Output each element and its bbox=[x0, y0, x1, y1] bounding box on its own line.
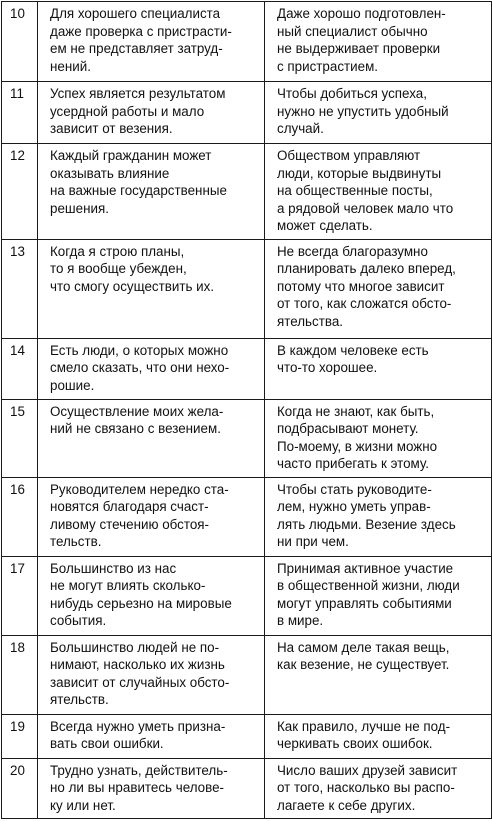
statement-a-cell bbox=[38, 635, 265, 714]
questionnaire-table bbox=[1, 1, 492, 819]
statement-text-line: лем, нужно уметь управ- bbox=[277, 499, 431, 514]
table-row bbox=[2, 399, 492, 477]
statement-text-line: смело сказать, что они нехо- bbox=[50, 360, 230, 375]
statement-text-line: Как правило, лучше не под- bbox=[277, 718, 451, 734]
statement-text-line: от того, насколько вы распо- bbox=[277, 780, 455, 795]
statement-b-cell bbox=[265, 477, 492, 556]
statement-a-cell bbox=[38, 399, 265, 477]
statement-text-line: решения. bbox=[50, 200, 109, 216]
statement-text-line: оказывать влияние bbox=[50, 165, 170, 181]
statement-a-cell bbox=[38, 239, 265, 338]
statement-text-line: вать свои ошибки. bbox=[50, 736, 164, 751]
table-row bbox=[2, 82, 492, 144]
statement-text-line: Большинство людей не по- bbox=[50, 639, 220, 655]
statement-text-line: не могут влиять сколько- bbox=[50, 578, 206, 593]
statement-text-line: ный специалист обычно bbox=[277, 23, 428, 39]
statement-text-line: ятельств. bbox=[50, 692, 109, 707]
row-number: 13 bbox=[2, 239, 38, 338]
statement-text-line: как везение, не существует. bbox=[277, 657, 450, 672]
statement-text-line: ем не представляет затруд- bbox=[50, 41, 223, 56]
statement-text-line: Обществом управляют bbox=[277, 148, 421, 163]
table-row bbox=[2, 758, 492, 819]
statement-text-line: черкивать своих ошибок. bbox=[277, 736, 433, 751]
statement-text-line: часто прибегать к этому. bbox=[277, 456, 429, 471]
statement-text-line: Руководителем нередко ста- bbox=[50, 481, 229, 497]
statement-a-cell bbox=[38, 714, 265, 758]
statement-b-cell bbox=[265, 758, 492, 819]
statement-text-line: даже проверка с пристрасти- bbox=[50, 23, 232, 39]
statement-text-line: случай. bbox=[277, 121, 324, 136]
statement-text-line: ни при чем. bbox=[277, 534, 349, 549]
statement-text-line: нимают, насколько их жизнь bbox=[50, 657, 225, 672]
statement-text-line: что смогу осуществить их. bbox=[50, 278, 215, 294]
table-row bbox=[2, 714, 492, 758]
statement-text-line: зависит от везения. bbox=[50, 121, 173, 136]
table-row bbox=[2, 239, 492, 338]
statement-text-line: что-то хорошее. bbox=[277, 360, 378, 375]
statement-text-line: По-моему, в жизни можно bbox=[277, 438, 438, 454]
statement-text-line: В каждом человеке есть bbox=[277, 342, 429, 358]
table-row bbox=[2, 338, 492, 399]
statement-text-line: Принимая активное участие bbox=[277, 560, 454, 576]
row-number: 14 bbox=[2, 338, 38, 399]
row-number: 11 bbox=[2, 82, 38, 144]
statement-text-line: Для хорошего специалиста bbox=[50, 6, 221, 21]
statement-text-line: На самом деле такая вещь, bbox=[277, 639, 450, 655]
statement-text-line: ливому стечению обстоя- bbox=[50, 516, 210, 532]
statement-b-cell bbox=[265, 556, 492, 635]
statement-text-line: то я вообще убежден, bbox=[50, 261, 187, 276]
table-body bbox=[2, 2, 492, 819]
statement-text-line: ку или нет. bbox=[50, 797, 116, 813]
statement-text-line: подбрасывают монету. bbox=[277, 421, 419, 436]
table-row bbox=[2, 556, 492, 635]
statement-text-line: новятся благодаря счаст- bbox=[50, 499, 209, 514]
statement-b-cell bbox=[265, 144, 492, 240]
statement-text-line: тельств. bbox=[50, 534, 102, 549]
statement-text-line: усердной работы и мало bbox=[50, 103, 205, 119]
statement-a-cell bbox=[38, 477, 265, 556]
statement-a-cell bbox=[38, 556, 265, 635]
statement-b-cell bbox=[265, 399, 492, 477]
statement-b-cell bbox=[265, 338, 492, 399]
statement-text-line: но ли вы нравитесь челове- bbox=[50, 780, 224, 795]
statement-text-line: потому что многое зависит bbox=[277, 278, 445, 294]
statement-text-line: люди, которые выдвинуты bbox=[277, 165, 442, 181]
statement-text-line: Число ваших друзей зависит bbox=[277, 762, 458, 778]
statement-text-line: лять людьми. Везение здесь bbox=[277, 516, 456, 532]
statement-text-line: на общественные посты, bbox=[277, 183, 433, 198]
statement-text-line: от того, как сложатся обсто- bbox=[277, 296, 452, 311]
table-row bbox=[2, 2, 492, 82]
statement-text-line: Когда я строю планы, bbox=[50, 243, 185, 259]
statement-a-cell bbox=[38, 758, 265, 819]
statement-text-line: рошие. bbox=[50, 377, 95, 393]
row-number: 12 bbox=[2, 144, 38, 240]
statement-b-cell bbox=[265, 239, 492, 338]
statement-text-line: Когда не знают, как быть, bbox=[277, 403, 435, 419]
statement-text-line: Есть люди, о которых можно bbox=[50, 342, 229, 358]
statement-text-line: может сделать. bbox=[277, 218, 373, 233]
statement-text-line: события. bbox=[50, 613, 107, 628]
statement-text-line: нений. bbox=[50, 58, 91, 74]
statement-text-line: Большинство из нас bbox=[50, 560, 177, 576]
statement-text-line: ний не связано с везением. bbox=[50, 421, 221, 436]
statement-a-cell bbox=[38, 2, 265, 82]
statement-text-line: Всегда нужно уметь призна- bbox=[50, 718, 226, 734]
statement-text-line: Трудно узнать, действитель- bbox=[50, 762, 228, 778]
statement-text-line: ятельства. bbox=[277, 313, 343, 329]
statement-a-cell bbox=[38, 338, 265, 399]
statement-b-cell bbox=[265, 2, 492, 82]
statement-text-line: Осуществление моих жела- bbox=[50, 403, 224, 419]
statement-b-cell bbox=[265, 635, 492, 714]
table-row bbox=[2, 144, 492, 240]
table-row bbox=[2, 477, 492, 556]
statement-b-cell bbox=[265, 714, 492, 758]
statement-text-line: в общественной жизни, люди bbox=[277, 578, 460, 593]
statement-b-cell bbox=[265, 82, 492, 144]
statement-text-line: Даже хорошо подготовлен- bbox=[277, 6, 446, 21]
row-number: 15 bbox=[2, 399, 38, 477]
statement-text-line: Успех является результатом bbox=[50, 86, 226, 101]
statement-text-line: в мире. bbox=[277, 613, 324, 628]
statement-text-line: планировать далеко вперед, bbox=[277, 261, 456, 276]
statement-text-line: не выдерживает проверки bbox=[277, 41, 441, 56]
statement-text-line: с пристрастием. bbox=[277, 58, 378, 74]
row-number: 16 bbox=[2, 477, 38, 556]
statement-text-line: зависит от случайных обсто- bbox=[50, 674, 230, 690]
row-number: 20 bbox=[2, 758, 38, 819]
statement-text-line: могут управлять событиями bbox=[277, 595, 452, 611]
statement-text-line: Не всегда благоразумно bbox=[277, 243, 428, 259]
statement-a-cell bbox=[38, 82, 265, 144]
statement-text-line: нужно не упустить удобный bbox=[277, 103, 449, 119]
statement-text-line: нибудь серьезно на мировые bbox=[50, 595, 232, 611]
table-row bbox=[2, 635, 492, 714]
row-number: 18 bbox=[2, 635, 38, 714]
row-number: 19 bbox=[2, 714, 38, 758]
statement-text-line: лагаете к себе других. bbox=[277, 797, 416, 813]
row-number: 17 bbox=[2, 556, 38, 635]
statement-text-line: Чтобы добиться успеха, bbox=[277, 86, 427, 101]
statement-text-line: Чтобы стать руководите- bbox=[277, 481, 432, 497]
row-number: 10 bbox=[2, 2, 38, 82]
statement-a-cell bbox=[38, 144, 265, 240]
statement-text-line: на важные государственные bbox=[50, 183, 227, 198]
statement-text-line: а рядовой человек мало что bbox=[277, 200, 454, 216]
statement-text-line: Каждый гражданин может bbox=[50, 148, 212, 163]
